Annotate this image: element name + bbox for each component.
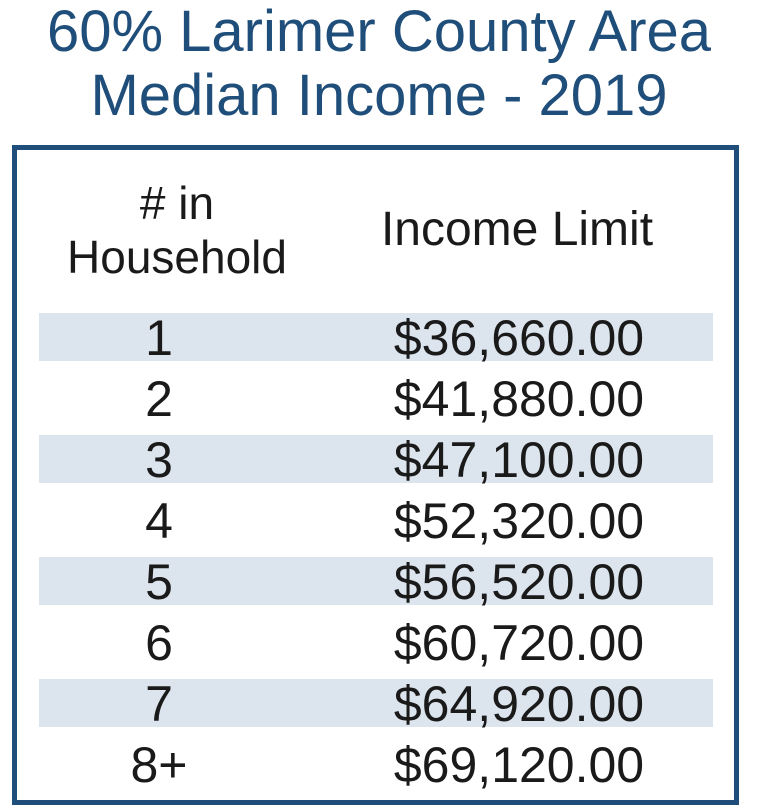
table-body xyxy=(39,310,717,798)
table-row xyxy=(39,310,717,371)
household-size-cell: 4 xyxy=(145,493,173,549)
table-row xyxy=(39,737,717,798)
column-header-household xyxy=(47,176,307,284)
table-row xyxy=(39,493,717,554)
household-size-cell: 3 xyxy=(145,432,173,488)
household-size-cell: 6 xyxy=(145,615,173,671)
income-limit-table xyxy=(12,145,739,805)
income-limit-cell: $60,720.00 xyxy=(393,615,645,671)
household-size-cell: 8+ xyxy=(130,737,188,793)
income-limit-cell: $47,100.00 xyxy=(393,432,645,488)
income-limit-cell: $56,520.00 xyxy=(393,554,645,610)
table-row xyxy=(39,432,717,493)
table-row xyxy=(39,676,717,737)
income-limit-cell: $41,880.00 xyxy=(393,371,645,427)
table-row xyxy=(39,371,717,432)
income-limit-cell: $64,920.00 xyxy=(393,676,645,732)
table-row xyxy=(39,615,717,676)
column-header-household-line-1: # in xyxy=(139,177,215,229)
page-title xyxy=(0,0,758,128)
income-limit-cell: $69,120.00 xyxy=(393,737,645,793)
income-limit-cell: $36,660.00 xyxy=(393,310,645,366)
title-line-1: 60% Larimer County Area xyxy=(46,0,712,64)
column-header-income-limit: Income Limit xyxy=(380,203,654,256)
title-line-2: Median Income - 2019 xyxy=(90,63,668,128)
household-size-cell: 2 xyxy=(145,371,173,427)
household-size-cell: 1 xyxy=(145,310,173,366)
table-row xyxy=(39,554,717,615)
household-size-cell: 7 xyxy=(145,676,173,732)
income-limit-cell: $52,320.00 xyxy=(393,493,645,549)
household-size-cell: 5 xyxy=(145,554,173,610)
column-header-household-line-2: Household xyxy=(67,231,287,283)
